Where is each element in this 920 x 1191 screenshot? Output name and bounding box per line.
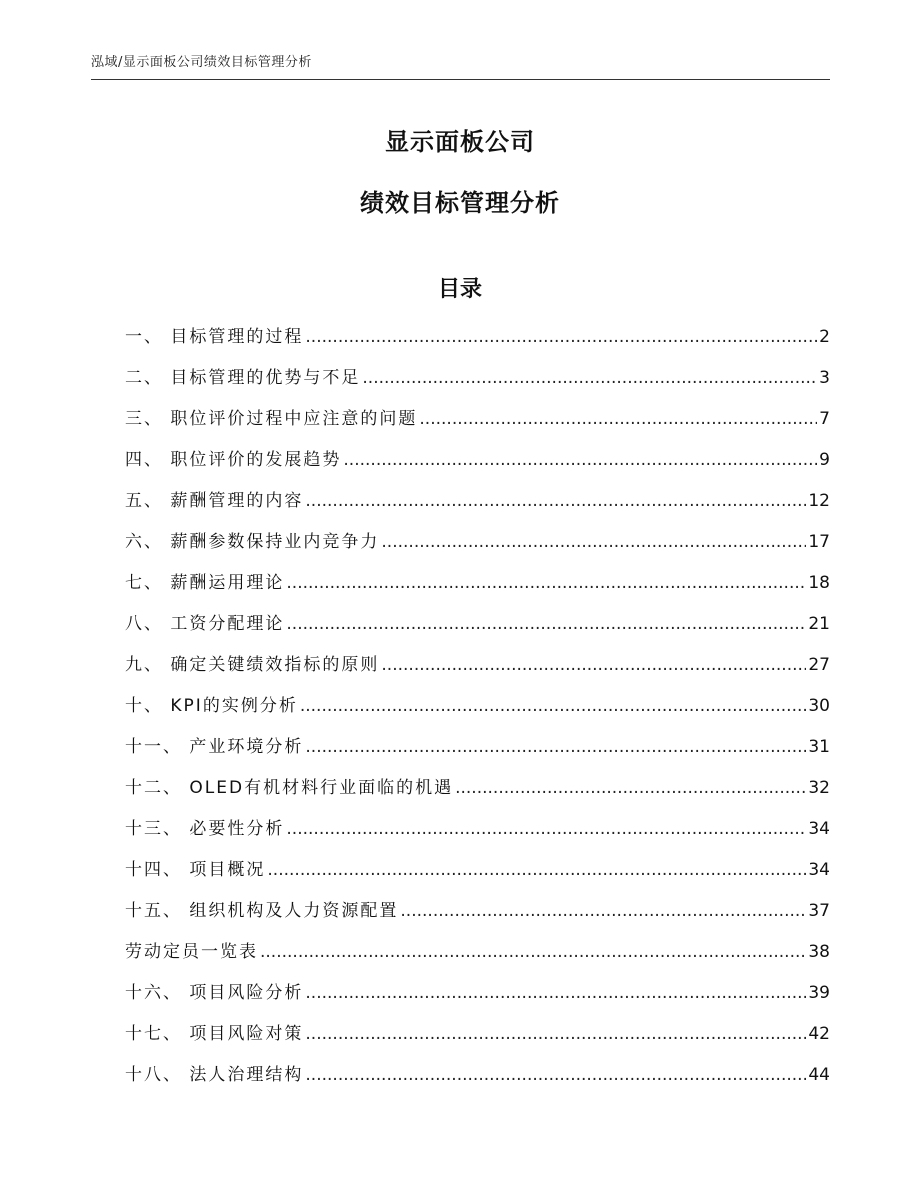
toc-entry-page: 17 xyxy=(808,532,830,552)
toc-entry-title: 必要性分析 xyxy=(189,819,285,839)
toc-entry-page: 31 xyxy=(808,737,830,757)
toc-entry-title: 职位评价的发展趋势 xyxy=(170,450,342,470)
toc-entry-page: 44 xyxy=(808,1065,830,1085)
toc-entry-title: 薪酬管理的内容 xyxy=(170,491,304,511)
toc-entry-page: 42 xyxy=(808,1024,830,1044)
toc-entry-page: 7 xyxy=(819,409,830,429)
toc-entry[interactable] xyxy=(125,732,830,773)
toc-leader-dots xyxy=(267,855,806,885)
toc-entry[interactable] xyxy=(125,896,830,937)
toc-entry[interactable] xyxy=(125,1060,830,1101)
toc-entry-number: 十三、 xyxy=(125,819,190,839)
toc-entry-title: 工资分配理论 xyxy=(170,614,285,634)
toc-entry-page: 18 xyxy=(808,573,830,593)
toc-entry-number: 七、 xyxy=(125,573,171,593)
toc-entry-page: 38 xyxy=(808,942,830,962)
toc-leader-dots xyxy=(286,568,806,598)
toc-entry-title: 项目风险分析 xyxy=(189,983,304,1003)
toc-entry-page: 21 xyxy=(808,614,830,634)
toc-entry-number: 六、 xyxy=(125,532,171,552)
toc-entry-title: 目标管理的过程 xyxy=(170,327,304,347)
toc-entry[interactable] xyxy=(125,937,830,978)
toc-leader-dots xyxy=(286,814,806,844)
toc-entry[interactable] xyxy=(125,445,830,486)
toc-entry[interactable] xyxy=(125,773,830,814)
toc-entry-title: 项目概况 xyxy=(189,860,266,880)
toc-entry-number: 十一、 xyxy=(125,737,190,757)
toc-entry-title: 劳动定员一览表 xyxy=(125,942,258,962)
toc-entry-page: 34 xyxy=(808,819,830,839)
toc-entry-page: 3 xyxy=(819,368,830,388)
toc-leader-dots xyxy=(400,896,806,926)
toc-entry-number: 十、 xyxy=(125,696,171,716)
toc-entry[interactable] xyxy=(125,650,830,691)
toc-entry[interactable] xyxy=(125,363,830,404)
toc-entry-number: 十八、 xyxy=(125,1065,190,1085)
toc-leader-dots xyxy=(260,937,806,967)
toc-entry-number: 十二、 xyxy=(125,778,190,798)
toc-entry-number: 五、 xyxy=(125,491,171,511)
toc-entry[interactable] xyxy=(125,1019,830,1060)
toc-entry[interactable] xyxy=(125,486,830,527)
toc-leader-dots xyxy=(343,445,817,475)
running-header: 泓域/显示面板公司绩效目标管理分析 xyxy=(91,53,830,80)
toc-entry[interactable] xyxy=(125,814,830,855)
toc-heading: 目录 xyxy=(437,277,482,302)
toc-entry-number: 三、 xyxy=(125,409,171,429)
toc-entry-number: 十七、 xyxy=(125,1024,190,1044)
toc-entry-title: 项目风险对策 xyxy=(189,1024,304,1044)
toc-entry-title: KPI的实例分析 xyxy=(170,696,298,716)
document-title-line-1: 显示面板公司 xyxy=(385,128,535,156)
toc-entry[interactable] xyxy=(125,609,830,650)
toc-entry-title: 薪酬运用理论 xyxy=(170,573,285,593)
toc-entry-page: 32 xyxy=(808,778,830,798)
toc-leader-dots xyxy=(286,609,806,639)
toc-entry[interactable] xyxy=(125,568,830,609)
toc-entry-number: 二、 xyxy=(125,368,171,388)
toc-leader-dots xyxy=(455,773,806,803)
toc-entry[interactable] xyxy=(125,322,830,363)
toc-leader-dots xyxy=(305,978,806,1008)
toc-entry-number: 一、 xyxy=(125,327,171,347)
toc-entry[interactable] xyxy=(125,691,830,732)
toc-entry-title: 职位评价过程中应注意的问题 xyxy=(170,409,418,429)
toc-entry[interactable] xyxy=(125,978,830,1019)
table-of-contents xyxy=(125,322,830,1101)
toc-entry[interactable] xyxy=(125,404,830,445)
toc-entry-page: 39 xyxy=(808,983,830,1003)
toc-leader-dots xyxy=(419,404,817,434)
toc-entry-page: 34 xyxy=(808,860,830,880)
toc-entry-page: 37 xyxy=(808,901,830,921)
toc-entry-title: 目标管理的优势与不足 xyxy=(170,368,361,388)
toc-leader-dots xyxy=(305,732,806,762)
toc-entry-title: 法人治理结构 xyxy=(189,1065,304,1085)
toc-entry-number: 十四、 xyxy=(125,860,190,880)
toc-entry-number: 八、 xyxy=(125,614,171,634)
toc-entry-number: 十六、 xyxy=(125,983,190,1003)
toc-leader-dots xyxy=(300,691,807,721)
toc-entry-page: 9 xyxy=(819,450,830,470)
toc-entry[interactable] xyxy=(125,527,830,568)
toc-leader-dots xyxy=(305,1019,806,1049)
toc-leader-dots xyxy=(362,363,817,393)
toc-leader-dots xyxy=(305,322,817,352)
toc-entry-title: 薪酬参数保持业内竞争力 xyxy=(170,532,380,552)
toc-entry-title: 组织机构及人力资源配置 xyxy=(189,901,399,921)
toc-entry-number: 十五、 xyxy=(125,901,190,921)
toc-leader-dots xyxy=(305,1060,806,1090)
toc-leader-dots xyxy=(381,650,806,680)
toc-entry-number: 九、 xyxy=(125,655,171,675)
toc-entry-title: 产业环境分析 xyxy=(189,737,304,757)
toc-entry-title: OLED有机材料行业面临的机遇 xyxy=(189,778,454,798)
toc-entry-page: 2 xyxy=(819,327,830,347)
toc-entry-number: 四、 xyxy=(125,450,171,470)
toc-leader-dots xyxy=(305,486,806,516)
toc-entry-page: 12 xyxy=(808,491,830,511)
toc-entry[interactable] xyxy=(125,855,830,896)
toc-entry-page: 30 xyxy=(808,696,830,716)
toc-entry-title: 确定关键绩效指标的原则 xyxy=(170,655,380,675)
document-title-line-2: 绩效目标管理分析 xyxy=(360,189,560,217)
toc-entry-page: 27 xyxy=(808,655,830,675)
toc-leader-dots xyxy=(381,527,806,557)
